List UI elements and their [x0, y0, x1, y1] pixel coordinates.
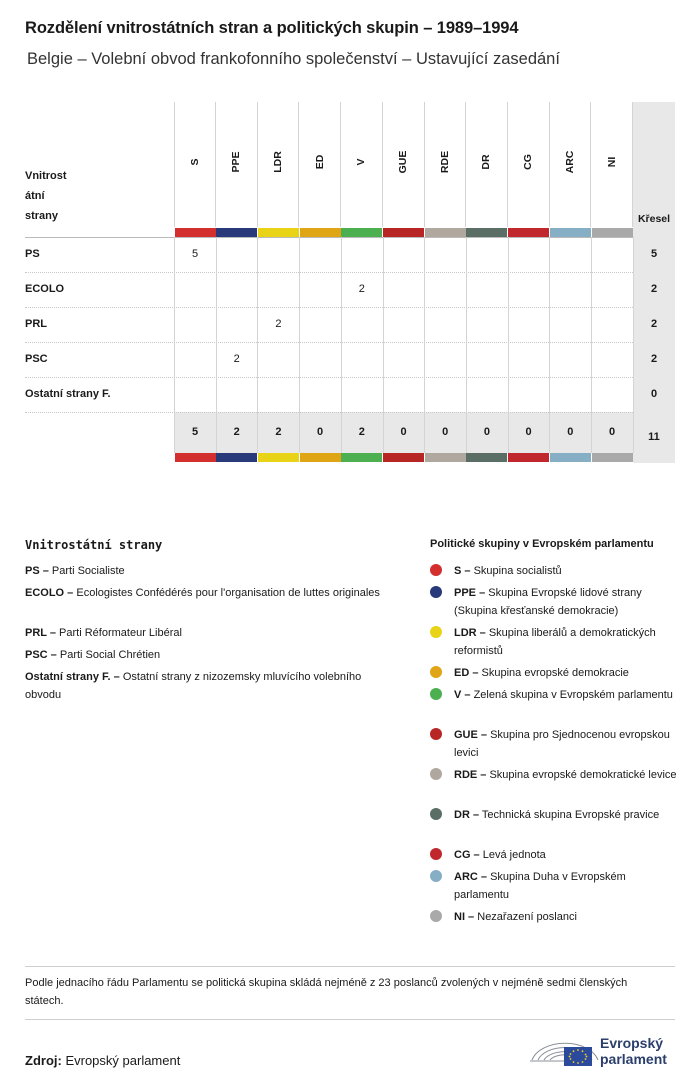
party-legend-item: ECOLO – Ecologistes Confédérés pour l'organisation de luttes originales [25, 587, 380, 599]
seats-column-header: Křesel [637, 213, 671, 225]
group-total: 2 [275, 426, 282, 438]
group-total: 0 [442, 426, 449, 438]
table-row [25, 237, 633, 272]
group-color-band [175, 228, 216, 237]
party-total-seats: 0 [650, 388, 658, 400]
group-total: 0 [525, 426, 532, 438]
chart-title: Rozdělení vnitrostátních stran a politických skupin – 1989–1994 [25, 19, 519, 37]
column-divider [549, 237, 550, 453]
group-color-band [216, 453, 257, 462]
table-row [25, 307, 633, 342]
legend-color-dot [430, 688, 442, 700]
group-color-band [383, 228, 424, 237]
group-legend-item: CG – Levá jednota [454, 849, 546, 861]
table-row [25, 342, 633, 377]
group-header-cg [508, 102, 550, 227]
party-legend-item: PSC – Parti Social Chrétien [25, 649, 161, 661]
column-divider [383, 237, 384, 453]
column-divider [466, 237, 467, 453]
seat-count: 2 [233, 353, 240, 365]
group-color-band [383, 453, 424, 462]
party-label: ECOLO [25, 283, 65, 295]
group-color-band [216, 228, 257, 237]
grand-total-seats: 11 [648, 431, 660, 443]
legend-color-dot [430, 728, 442, 740]
party-label: PRL [25, 318, 47, 330]
group-header-arc [549, 102, 591, 227]
group-total: 0 [317, 426, 324, 438]
party-label: PS [25, 248, 40, 260]
column-divider [257, 237, 258, 453]
parties-legend-heading: Vnitrostátní strany [25, 538, 163, 552]
group-color-band [466, 453, 507, 462]
chart-subtitle: Belgie – Volební obvod frankofonního společenství – Ustavující zasedání [27, 50, 560, 68]
group-legend-item: ARC – Skupina Duha v Evropském parlamentu [454, 871, 626, 901]
table-row [25, 377, 633, 412]
group-legend-item: ED – Skupina evropské demokracie [454, 667, 629, 679]
group-color-band [550, 453, 591, 462]
group-total: 5 [191, 426, 199, 438]
footnote: Podle jednacího řádu Parlamentu se politická skupina skládá nejméně z 23 poslanců zvolených v nejméně sedmi členských státech. [25, 977, 628, 1007]
column-divider [174, 237, 175, 453]
group-label: NI [605, 156, 618, 168]
group-color-band [508, 453, 549, 462]
group-total: 0 [567, 426, 574, 438]
group-header-v [341, 102, 383, 227]
group-label: RDE [438, 150, 451, 174]
group-color-band [466, 228, 507, 237]
legend-color-dot [430, 910, 442, 922]
group-color-band [425, 453, 466, 462]
column-divider [633, 237, 634, 453]
legend-color-dot [430, 808, 442, 820]
group-label: CG [522, 154, 535, 170]
legend-color-dot [430, 586, 442, 598]
group-label: LDR [271, 151, 284, 173]
party-legend-item: PS – Parti Socialiste [25, 565, 125, 577]
party-label: PSC [25, 353, 48, 365]
party-legend-item: Ostatní strany F. – Ostatní strany z nizozemsky mluvícího volebního obvodu [25, 671, 362, 701]
divider [25, 966, 675, 967]
legend-color-dot [430, 626, 442, 638]
group-legend-item: PPE – Skupina Evropské lidové strany (Skupina křesťanské demokracie) [454, 587, 642, 617]
seat-count: 2 [358, 283, 365, 295]
party-total-seats: 2 [650, 283, 658, 295]
group-legend-item: DR – Technická skupina Evropské pravice [454, 809, 660, 821]
legend-color-dot [430, 870, 442, 882]
group-total: 2 [233, 426, 240, 438]
group-total: 0 [608, 426, 616, 438]
group-color-band [341, 453, 382, 462]
group-legend-item: NI – Nezařazení poslanci [454, 911, 577, 923]
group-color-band [300, 228, 341, 237]
group-legend-item: GUE – Skupina pro Sjednocenou evropskou levici [454, 729, 670, 759]
party-legend-item: PRL – Parti Réformateur Libéral [25, 627, 182, 639]
parties-column-header: Vnitrost átní strany [25, 170, 67, 222]
group-header-ldr [257, 102, 299, 227]
column-divider [341, 237, 342, 453]
group-color-band [341, 228, 382, 237]
table-row-divider [25, 412, 633, 413]
group-header-dr [466, 102, 508, 227]
group-label: ARC [563, 150, 576, 174]
party-total-seats: 2 [650, 353, 658, 365]
group-label: DR [480, 154, 493, 170]
group-header-ppe [216, 102, 258, 227]
legend-color-dot [430, 768, 442, 780]
party-total-seats: 5 [650, 248, 658, 260]
legend-color-dot [430, 666, 442, 678]
group-color-band [258, 453, 299, 462]
group-header-ni [591, 102, 633, 227]
legend-color-dot [430, 564, 442, 576]
group-total: 2 [358, 426, 365, 438]
group-color-band [550, 228, 591, 237]
group-header-rde [424, 102, 466, 227]
seat-count: 5 [191, 248, 199, 260]
group-color-band [592, 453, 633, 462]
group-label: GUE [397, 150, 409, 174]
column-divider [299, 237, 300, 453]
party-total-seats: 2 [650, 318, 658, 330]
legend-color-dot [430, 848, 442, 860]
group-color-band [425, 228, 466, 237]
divider [25, 1019, 675, 1020]
group-legend-item: V – Zelená skupina v Evropském parlamentu [454, 689, 673, 701]
group-header-gue [383, 102, 425, 227]
group-color-band [175, 453, 216, 462]
group-header-s [174, 102, 216, 227]
groups-legend-heading: Politické skupiny v Evropském parlamentu [430, 538, 654, 550]
column-divider [424, 237, 425, 453]
column-divider [508, 237, 509, 453]
group-label: PPE [230, 151, 243, 173]
group-header-ed [299, 102, 341, 227]
group-total: 0 [400, 426, 407, 438]
group-legend-item: S – Skupina socialistů [454, 565, 562, 577]
group-color-band [508, 228, 549, 237]
group-total: 0 [483, 426, 490, 438]
group-legend-item: LDR – Skupina liberálů a demokratických reformistů [454, 627, 656, 657]
column-divider [591, 237, 592, 453]
group-legend-item: RDE – Skupina evropské demokratické levice [454, 769, 677, 781]
group-label: S [189, 158, 201, 166]
group-label: V [355, 158, 368, 166]
group-color-band [258, 228, 299, 237]
group-color-band [300, 453, 341, 462]
group-color-band [592, 228, 633, 237]
seat-count: 2 [275, 318, 282, 330]
group-label: ED [313, 154, 326, 170]
party-label: Ostatní strany F. [25, 388, 111, 400]
logo-text: Evropský parlament [600, 1035, 667, 1067]
source-line: Zdroj: Evropský parlament [25, 1053, 181, 1068]
table-row [25, 272, 633, 307]
column-divider [216, 237, 217, 453]
